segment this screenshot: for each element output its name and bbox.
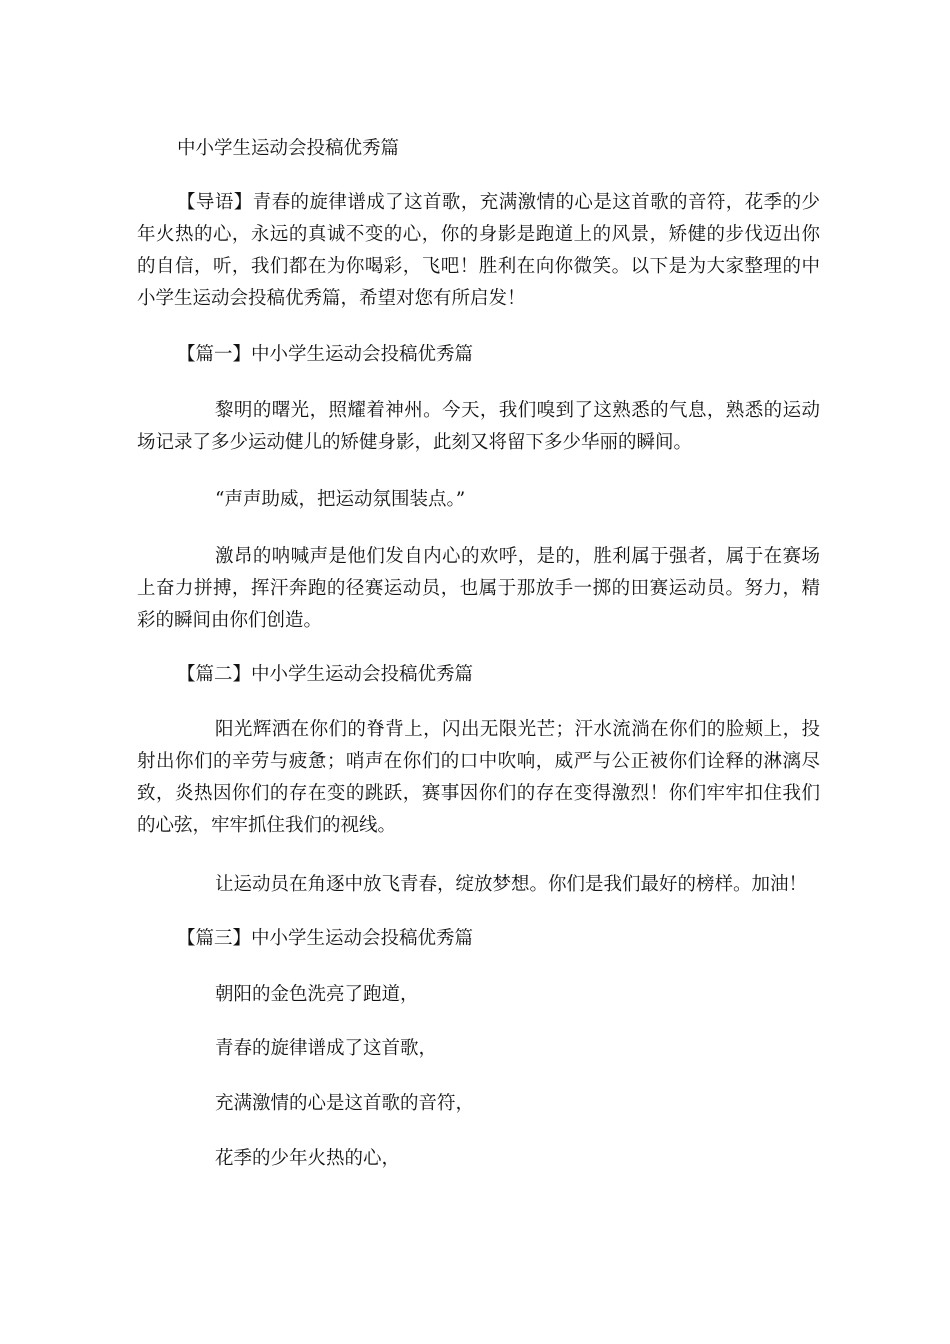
section-3-line-1: 朝阳的金色洗亮了跑道， xyxy=(215,984,419,1005)
section-1-paragraph-3: 激昂的呐喊声是他们发自内心的欢呼，是的，胜利属于强者，属于在赛场上奋力拼搏，挥汗奔跑的径赛运动员，也属于那放手一掷的田赛运动员。努力，精彩的瞬间由你们创造。 xyxy=(137,546,820,631)
section-3-line-2: 青春的旋律谱成了这首歌， xyxy=(215,1038,438,1059)
section-3-line-3: 充满激情的心是这首歌的音符， xyxy=(215,1093,475,1114)
section-2-heading: 【篇二】中小学生运动会投稿优秀篇 xyxy=(177,664,474,685)
section-2-paragraph-1: 阳光辉洒在你们的脊背上，闪出无限光芒；汗水流淌在你们的脸颊上，投射出你们的辛劳与疲惫；哨声在你们的口中吹响，威严与公正被你们诠释的淋漓尽致，炎热因你们的存在变的跳跃，赛事因你们的存在变得激烈！你们牢牢扣住我们的心弦，牢牢抓住我们的视线。 xyxy=(137,719,820,836)
section-1-heading: 【篇一】中小学生运动会投稿优秀篇 xyxy=(177,344,474,365)
section-1-paragraph-1: 黎明的曙光，照耀着神州。今天，我们嗅到了这熟悉的气息，熟悉的运动场记录了多少运动健儿的矫健身影，此刻又将留下多少华丽的瞬间。 xyxy=(137,400,820,453)
section-3-heading: 【篇三】中小学生运动会投稿优秀篇 xyxy=(177,928,474,949)
intro-paragraph: 【导语】青春的旋律谱成了这首歌，充满激情的心是这首歌的音符，花季的少年火热的心，永远的真诚不变的心，你的身影是跑道上的风景，矫健的步伐迈出你的自信，听，我们都在为你喝彩，飞吧！胜利在向你微笑。以下是为大家整理的中小学生运动会投稿优秀篇，希望对您有所启发！ xyxy=(137,192,820,309)
section-2-paragraph-2: 让运动员在角逐中放飞青春，绽放梦想。你们是我们最好的榜样。加油！ xyxy=(215,874,808,895)
document-title: 中小学生运动会投稿优秀篇 xyxy=(177,138,400,159)
section-1-paragraph-2: “声声助威，把运动氛围装点。” xyxy=(215,489,466,510)
section-3-line-4: 花季的少年火热的心， xyxy=(215,1148,401,1169)
